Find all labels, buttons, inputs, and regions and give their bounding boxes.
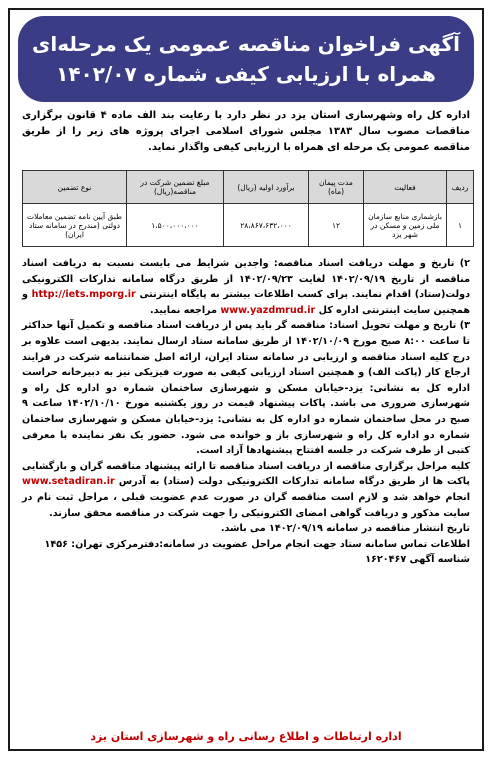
cell-guarantee-type: طبق آیین نامه تضمین معاملات دولتی (مندرج در سامانه ستاد ایران) xyxy=(23,204,127,247)
paragraph-2-text-c: مراجعه نمایید. xyxy=(150,304,218,316)
table-row xyxy=(23,204,474,247)
title-line-1: آگهی فراخوان مناقصه عمومی یک مرحله‌ای xyxy=(32,32,460,56)
paragraph-2-text-b: و همچنین سایت اینترنتی اداره کل xyxy=(22,289,470,316)
header-activity: فعالیت xyxy=(364,171,447,204)
paragraph-4 xyxy=(22,459,470,521)
paragraph-2-text-a: ۲) تاریخ و مهلت دریافت اسناد مناقصه: واجدین شرایط می بایست نسبت به دریافت اسناد مناقصه از تاریخ ۱۴۰۲/۰۹/۱۹ لغایت ۱۴۰۲/۰۹/۲۳ از طریق درگاه سامانه تدارکات الکترونیکی دولت(ستاد) اقدام نمایند. برای کسب اطلاعات بیشتر به پایگاه اینترنتی xyxy=(22,258,471,301)
link-iets[interactable]: http://iets.mporg.ir xyxy=(31,289,136,301)
ad-id: شناسه آگهی ۱۶۲۰۴۶۷ xyxy=(365,554,470,566)
tender-notice xyxy=(8,8,484,751)
paragraph-4-text-b: انجام خواهد شد و لازم است مناقصه گران در صورت عدم عضویت قبلی ، مراحل ثبت نام در سایت مذکور و دریافت گواهی امضای الکترونیکی را جهت شرکت در مناقصه محقق سازند. xyxy=(22,491,470,519)
header-banner xyxy=(18,16,474,102)
header-estimate: برآورد اولیه (ریال) xyxy=(224,171,309,204)
publish-date: تاریخ انتشار مناقصه در سامانه ۱۴۰۲/۰۹/۱۹ می باشد. xyxy=(220,523,470,535)
paragraph-3: ۳) تاریخ و مهلت تحویل اسناد: مناقصه گر باید پس از دریافت اسناد مناقصه و تکمیل آنها حداکثر تا ساعت ۸:۰۰ صبح مورخ ۱۴۰۲/۱۰/۰۹ از طریق سامانه ستاد ارسال نمایند. بدیهی است علاوه بر درج کلیه اسناد مناقصه و ارزیابی در سامانه ستاد ایران، ارائه اصل ضمانتنامه شرکت در فرایند ارجاع کار (پاکت الف) و همچنین اسناد ارزیابی کیفی به صورت فیزیکی نیز به دبیرخانه حراست اداره کل به نشانی: یزد-خیابان مسکن و شهرسازی ساختمان شماره دو اداره کل راه و شهرسازی ضروری می باشد. پاکات پیشنهاد قیمت در روز یکشنبه مورخ ۱۴۰۲/۱۰/۱۰ ساعت ۹ صبح در محل ساختمان شماره دو اداره کل به نشانی: یزد-خیابان مسکن و شهرسازی ساختمان شماره دو اداره کل راه و شهرسازی باز و خوانده می شود. حضور یک نفر نماینده با معرفی کتبی از طرف شرکت در جلسه افتتاح پیشنهادها آزاد است. xyxy=(22,320,470,457)
header-row-number: ردیف xyxy=(447,171,474,204)
contact-info: اطلاعات تماس سامانه ستاد جهت انجام مراحل عضویت در سامانه:دفترمرکزی تهران: ۱۴۵۶ xyxy=(44,538,470,550)
notice-body xyxy=(22,256,470,568)
cell-duration: ۱۲ xyxy=(309,204,364,247)
cell-activity: بازشماری منابع سازمان ملی زمین و مسکن در شهر یزد xyxy=(364,204,447,247)
footer-office: اداره ارتباطات و اطلاع رسانی راه و شهرسازی استان یزد xyxy=(90,730,402,743)
intro-paragraph: اداره کل راه وشهرسازی استان یزد در نظر دارد با رعایت بند الف ماده ۴ قانون برگزاری مناقصات مصوب سال ۱۳۸۳ مجلس شورای اسلامی اجرای پروژه های زیر را از طریق مناقصه عمومی یک مرحله ای همراه با ارزیابی کیفی واگذار نماید. xyxy=(22,110,471,153)
title-line-2: همراه با ارزیابی کیفی شماره ۱۴۰۲/۰۷ xyxy=(56,62,436,86)
table-header-row xyxy=(23,171,474,204)
paragraph-2 xyxy=(22,256,470,318)
header-duration: مدت پیمان (ماه) xyxy=(309,171,364,204)
cell-estimate: ۲۸،۸۶۷،۶۳۲،۰۰۰ xyxy=(224,204,309,247)
header-guarantee-type: نوع تضمین xyxy=(23,171,127,204)
link-yazdmrud[interactable]: www.yazdmrud.ir xyxy=(220,304,316,316)
cell-row-number: ۱ xyxy=(447,204,474,247)
link-setadiran[interactable]: www.setadiran.ir xyxy=(22,476,115,488)
cell-guarantee-amount: ۱،۵۰۰،۰۰۰،۰۰۰ xyxy=(127,204,224,247)
paragraph-4-text-a: کلیه مراحل برگزاری مناقصه از دریافت اسناد مناقصه تا ارائه پیشنهاد مناقصه گران و بازگشایی پاکت ها از طریق درگاه سامانه تدارکات الکترونیکی دولت (ستاد) به آدرس xyxy=(22,460,470,488)
header-guarantee-amount: مبلغ تضمین شرکت در مناقصه(ریال) xyxy=(127,171,224,204)
project-table xyxy=(22,170,474,247)
